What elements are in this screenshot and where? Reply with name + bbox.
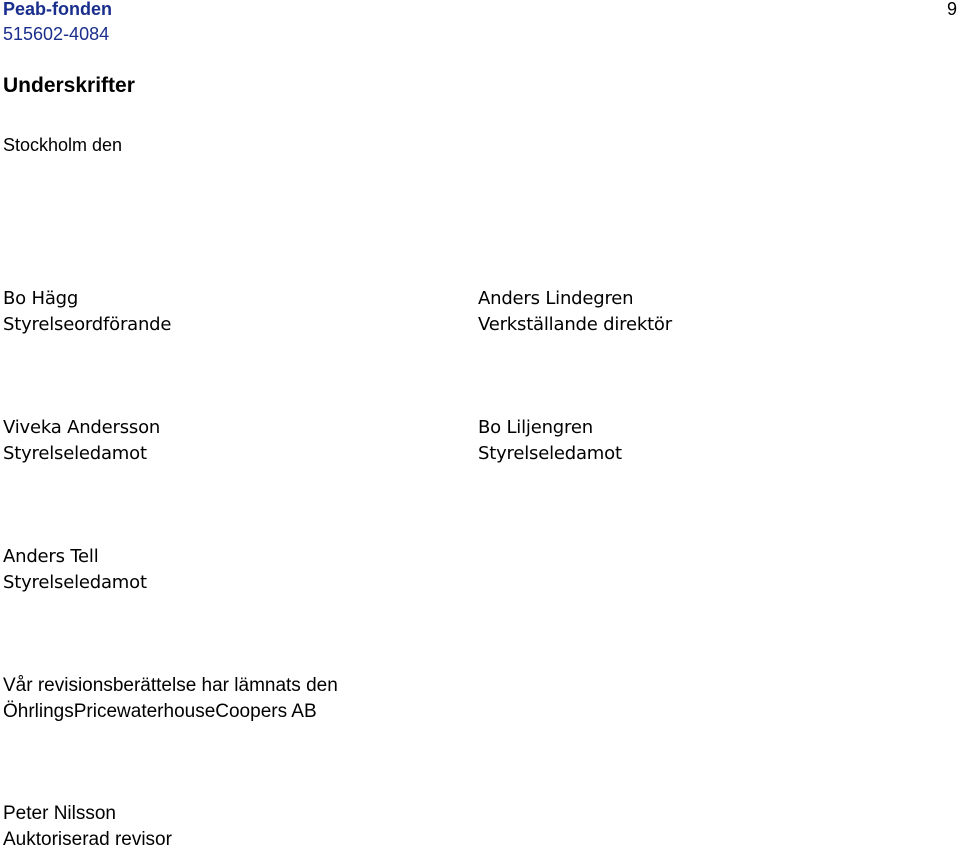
signatory-role: Verkställande direktör (478, 314, 672, 335)
signatory-role: Styrelseordförande (3, 314, 172, 335)
signatory-name: Bo Liljengren (478, 417, 593, 438)
signatory-role: Styrelseledamot (3, 572, 147, 593)
signatory-name: Anders Lindegren (478, 288, 634, 309)
signature-block-member (478, 415, 622, 467)
place-date-line: Stockholm den (3, 135, 123, 155)
signature-block-member (3, 415, 160, 467)
signatory-name: Viveka Andersson (3, 417, 161, 438)
page-number: 9 (946, 0, 957, 19)
signatory-role: Styrelseledamot (478, 443, 622, 464)
organization-name: Peab-fonden (3, 0, 113, 19)
signatory-role: Styrelseledamot (3, 443, 147, 464)
signature-block-chair (3, 286, 171, 338)
audit-firm-name: ÖhrlingsPricewaterhouseCoopers AB (3, 701, 317, 722)
auditor-signature-block (3, 801, 172, 853)
audit-report-note (3, 673, 338, 725)
signatory-name: Bo Hägg (3, 288, 79, 309)
organization-number: 515602-4084 (3, 24, 110, 44)
signatory-name: Anders Tell (3, 546, 99, 567)
auditor-name: Peter Nilsson (3, 803, 116, 824)
auditor-role: Auktoriserad revisor (3, 829, 172, 850)
section-title: Underskrifter (3, 74, 135, 97)
signature-block-ceo (478, 286, 672, 338)
audit-note-line: Vår revisionsberättelse har lämnats den (3, 675, 338, 696)
signature-block-member (3, 544, 147, 596)
